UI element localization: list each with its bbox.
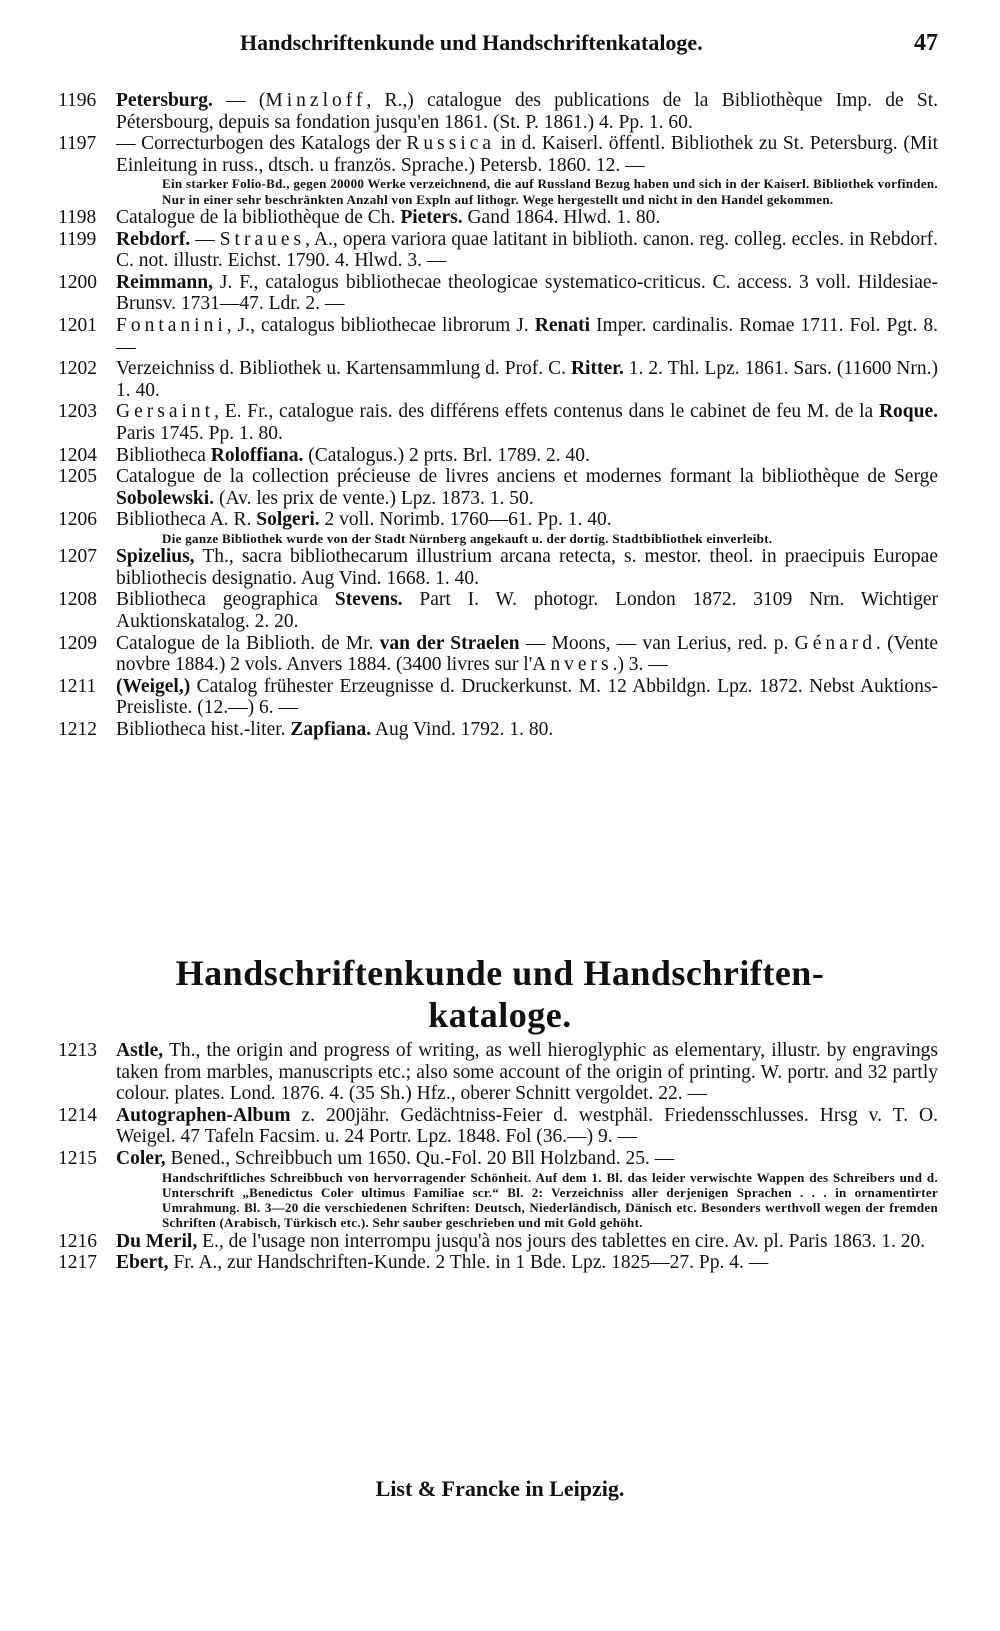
catalogue-entry [58,272,938,315]
catalogue-entry [58,315,938,358]
catalogue-entry [58,676,938,719]
entry-text-run: Th., sacra bibliothecarum illustrium arcana retecta, s. mestor. theol. in praecipuis Europae bibliothecis designatio. Aug Vind. 1668. 1. 40. [116,546,938,589]
entry-text [116,401,938,444]
entry-text-run: Catalogue de la bibliothèque de Ch. [116,206,401,228]
entry-text-run: , J., catalogus bibliothecae librorum J. [226,314,535,336]
entry-text [116,1040,938,1105]
catalogue-entry [58,546,938,589]
entry-number: 1201 [58,314,97,336]
entry-text [116,546,938,589]
entry-text-run: . (Vente novbre 1884.) 2 vols. Anvers 1884. (3400 livres sur l' [116,632,938,676]
entry-text-run: Gand 1864. Hlwd. 1. 80. [462,206,661,228]
entry-keyword: Petersburg. [116,90,213,111]
entry-number: 1211 [58,675,97,697]
catalogue-entry [58,719,938,741]
entry-text [116,207,938,229]
entry-text-run: Catalogue de la collection précieuse de livres anciens et modernes formant la bibliothèque de Serge [116,466,938,488]
entry-text-run: Part I. W. photogr. London 1872. 3109 Nrn. Wichtiger Auktionskatalog. 2. 20. [116,589,938,632]
entry-number: 1203 [58,401,97,423]
entry-text [116,1148,938,1170]
entry-number: 1200 [58,271,97,293]
entry-spaced-name: Génard [794,632,876,654]
entry-keyword: van der Straelen [379,632,520,654]
entry-text [116,1252,938,1274]
entry-text-run: .) 3. — [612,654,668,676]
entry-number: 1209 [58,632,97,654]
entry-keyword: Spizelius, [116,546,195,568]
entry-text [116,229,938,272]
catalogue-entry [58,358,938,401]
entry-number: 1204 [58,444,97,466]
entry-text [116,676,938,719]
entry-number: 1212 [58,718,97,740]
entry-keyword: Autographen-Album [116,1104,291,1126]
section-heading-line1: Handschriftenkunde und Handschriften- [175,953,825,993]
entry-spaced-name: Minzloff [265,90,367,111]
entry-text-run: Bibliotheca hist.-liter. [116,718,291,740]
entry-text-run: Catalogue de la Biblioth. de Mr. [116,632,380,654]
entry-text [116,133,938,176]
entry-text-run: 1. 2. Thl. Lpz. 1861. Sars. (11600 Nrn.) 1. 40. [116,358,938,401]
entry-text-run: Imper. cardinalis. Romae 1711. Fol. Pgt. 8. — [116,314,938,358]
running-head-title: Handschriftenkunde und Handschriftenkataloge. [240,30,703,55]
catalogue-entry [58,445,938,467]
entry-text-run: Th., the origin and progress of writing, as well hieroglyphic as elementary, illustr. by engravings taken from marbles, manuscripts etc.; also some account of the origin of printing. W. portr. and 32 partly colour. plates. Lond. 1876. 4. (35 Sh.) Hfz., oberer Schnitt vergoldet. 22. — [116,1040,938,1105]
entry-text-run: — [190,228,220,250]
entry-text-run: , A., opera variora quae latitant in biblioth. canon. reg. colleg. eccles. in Rebdorf. C. not. illustr. Eichst. 1790. 4. Hlwd. 3. — [116,228,939,272]
entry-text [116,466,938,509]
entry-text-run: Catalog frühester Erzeugnisse d. Druckerkunst. M. 12 Abbildgn. Lpz. 1872. Nebst Auktions-Preisliste. (12.—) 6. — [116,675,938,719]
entry-number: 1208 [58,589,97,611]
entry-number: 1206 [58,509,97,531]
entry-text [116,445,938,467]
entry-keyword: Roque. [878,401,938,423]
entry-text-run: Fr. A., zur Handschriften-Kunde. 2 Thle. in 1 Bde. Lpz. 1825—27. Pp. 4. — [168,1252,769,1274]
catalogue-entry [58,229,938,272]
entry-keyword: Reimmann, [116,271,213,293]
entry-text-run: (Catalogus.) 2 prts. Brl. 1789. 2. 40. [303,444,590,466]
entry-keyword: Ritter. [570,358,624,380]
entry-text [116,509,938,531]
catalogue-entry [58,509,938,546]
entry-keyword: Zapfiana. [290,718,372,740]
catalogue-entry [58,466,938,509]
entry-number: 1213 [58,1040,97,1061]
entry-number: 1197 [58,133,97,155]
entry-text-run: — ( [212,90,266,111]
entry-text-run: Bibliotheca geographica [116,589,335,611]
entry-text [116,1231,938,1253]
entry-number: 1198 [58,206,97,228]
entry-keyword: Stevens. [334,589,403,611]
entry-number: 1214 [58,1104,97,1126]
catalogue-entry [58,207,938,229]
entry-keyword: Renati [534,314,591,336]
entry-spaced-name: Anvers [532,654,613,676]
entry-note: Die ganze Bibliothek wurde von der Stadt Nürnberg angekauft u. der dortig. Stadtbibliothek einverleibt. [162,530,773,546]
page-number: 47 [914,30,938,56]
catalogue-entry [58,133,938,207]
entry-text-run: Bibliotheca A. R. [116,509,257,531]
entry-text-run: , E. Fr., catalogue rais. des différens effets contenus dans le cabinet de feu M. de la [214,401,879,423]
entry-text-run: — Moons, — van Lerius, red. p. [519,632,795,654]
entry-number: 1215 [58,1147,97,1169]
entry-text [116,315,938,358]
entry-text [116,272,938,315]
entry-keyword: (Weigel,) [116,675,191,697]
catalogue-entry [58,1105,938,1148]
entry-text-run: (Av. les prix de vente.) Lpz. 1873. 1. 50. [214,487,534,509]
entry-text-run: Bened., Schreibbuch um 1650. Qu.-Fol. 20 Bll Holzband. 25. — [165,1147,675,1169]
section-heading [60,952,940,1036]
entry-text [116,90,938,133]
running-head [60,30,950,66]
catalogue-entry [58,589,938,632]
entry-text-run: in d. Kaiserl. öffentl. Bibliothek zu St. Petersburg. (Mit Einleitung in russ., dtsch. u französ. Sprache.) Petersb. 1860. 12. — [116,133,938,176]
catalogue-entry [58,90,938,133]
catalogue-entry [58,401,938,444]
entry-note: Ein starker Folio-Bd., gegen 20000 Werke verzeichnend, die auf Russland Bezug haben und sich in der Kaiserl. Bibliothek vorfinden. Nur in einer sehr beschränkten Anzahl von Expln auf lithogr. Wege hergestellt und nicht in den Handel gekommen. [162,176,938,207]
entry-text [116,358,938,401]
entry-text-run: Aug Vind. 1792. 1. 80. [371,718,554,740]
entry-number: 1202 [58,358,97,380]
entry-text-run: J. F., catalogus bibliothecae theologicae systematico-criticus. C. access. 3 voll. Hildesiae-Brunsv. 1731—47. Ldr. 2. — [116,271,938,315]
catalogue-entry [58,1231,938,1253]
entry-keyword: Astle, [116,1040,164,1061]
entry-note: Handschriftliches Schreibbuch von hervorragender Schönheit. Auf dem 1. Bl. das leider verwischte Wappen des Schreibers und d. Unterschrift „Benedictus Coler ultimus Familiae scr.“ Bl. 2: Verzeichniss aller derjenigen Sprachen . . . in ornamentirter Umrahmung. Bl. 3—20 die verschiedenen Schriften: Deutsch, Niederländisch, Dänisch etc. Besonders werthvoll wegen der fremden Schriften (Arabisch, Türkisch etc.). Sehr sauber geschrieben und mit Gold gehöht. [162,1169,938,1231]
entry-number: 1207 [58,546,97,568]
entry-number: 1217 [58,1252,97,1274]
section-heading-line2: kataloge. [428,995,572,1035]
entry-keyword: Pieters. [400,206,463,228]
entry-text-run: — Correcturbogen des Katalogs der [116,133,407,155]
entry-number: 1196 [58,90,97,111]
entry-keyword: Sobolewski. [116,487,215,509]
entry-keyword: Rebdorf. [116,228,191,250]
catalogue-entry [58,1040,938,1105]
entry-keyword: Du Meril, [116,1230,198,1252]
entry-number: 1216 [58,1230,97,1252]
entry-spaced-name: Gersaint [116,401,215,423]
catalogue-entries-top [58,90,938,741]
catalogue-entry [58,1148,938,1231]
entry-text [116,589,938,632]
entry-text-run: 2 voll. Norimb. 1760—61. Pp. 1. 40. [319,509,612,531]
entry-text [116,633,938,676]
entry-keyword: Coler, [116,1147,166,1169]
entry-keyword: Roloffiana. [210,444,304,466]
publisher-footer: List & Francke in Leipzig. [375,1476,625,1501]
entry-text-run: Bibliotheca [116,444,211,466]
entry-spaced-name: Russica [406,133,496,155]
entry-text [116,1105,938,1148]
entry-text-run: E., de l'usage non interrompu jusqu'à nos jours des tablettes en cire. Av. pl. Paris 1863. 1. 20. [197,1230,926,1252]
entry-spaced-name: Straues [219,228,306,250]
entry-number: 1199 [58,228,97,250]
catalogue-entry [58,633,938,676]
entry-text-run: , R.,) catalogue des publications de la Bibliothèque Imp. de St. Pétersbourg, depuis sa fondation jusqu'en 1861. (St. P. 1861.) 4. Pp. 1. 60. [116,90,938,133]
entry-text-run: Paris 1745. Pp. 1. 80. [116,422,283,444]
entry-keyword: Ebert, [116,1252,169,1274]
entry-keyword: Solgeri. [256,509,320,531]
entry-number: 1205 [58,466,97,488]
entry-text [116,719,938,741]
entry-text-run: z. 200jähr. Gedächtniss-Feier d. westphäl. Friedensschlusses. Hrsg v. T. O. Weigel. 47 Tafeln Facsim. u. 24 Portr. Lpz. 1848. Fol (36.—) 9. — [116,1104,938,1148]
entry-text-run: Verzeichniss d. Bibliothek u. Kartensammlung d. Prof. C. [116,358,571,380]
entry-spaced-name: Fontanini [116,314,227,336]
catalogue-entry [58,1252,938,1274]
catalogue-entries-bottom [58,1040,938,1274]
